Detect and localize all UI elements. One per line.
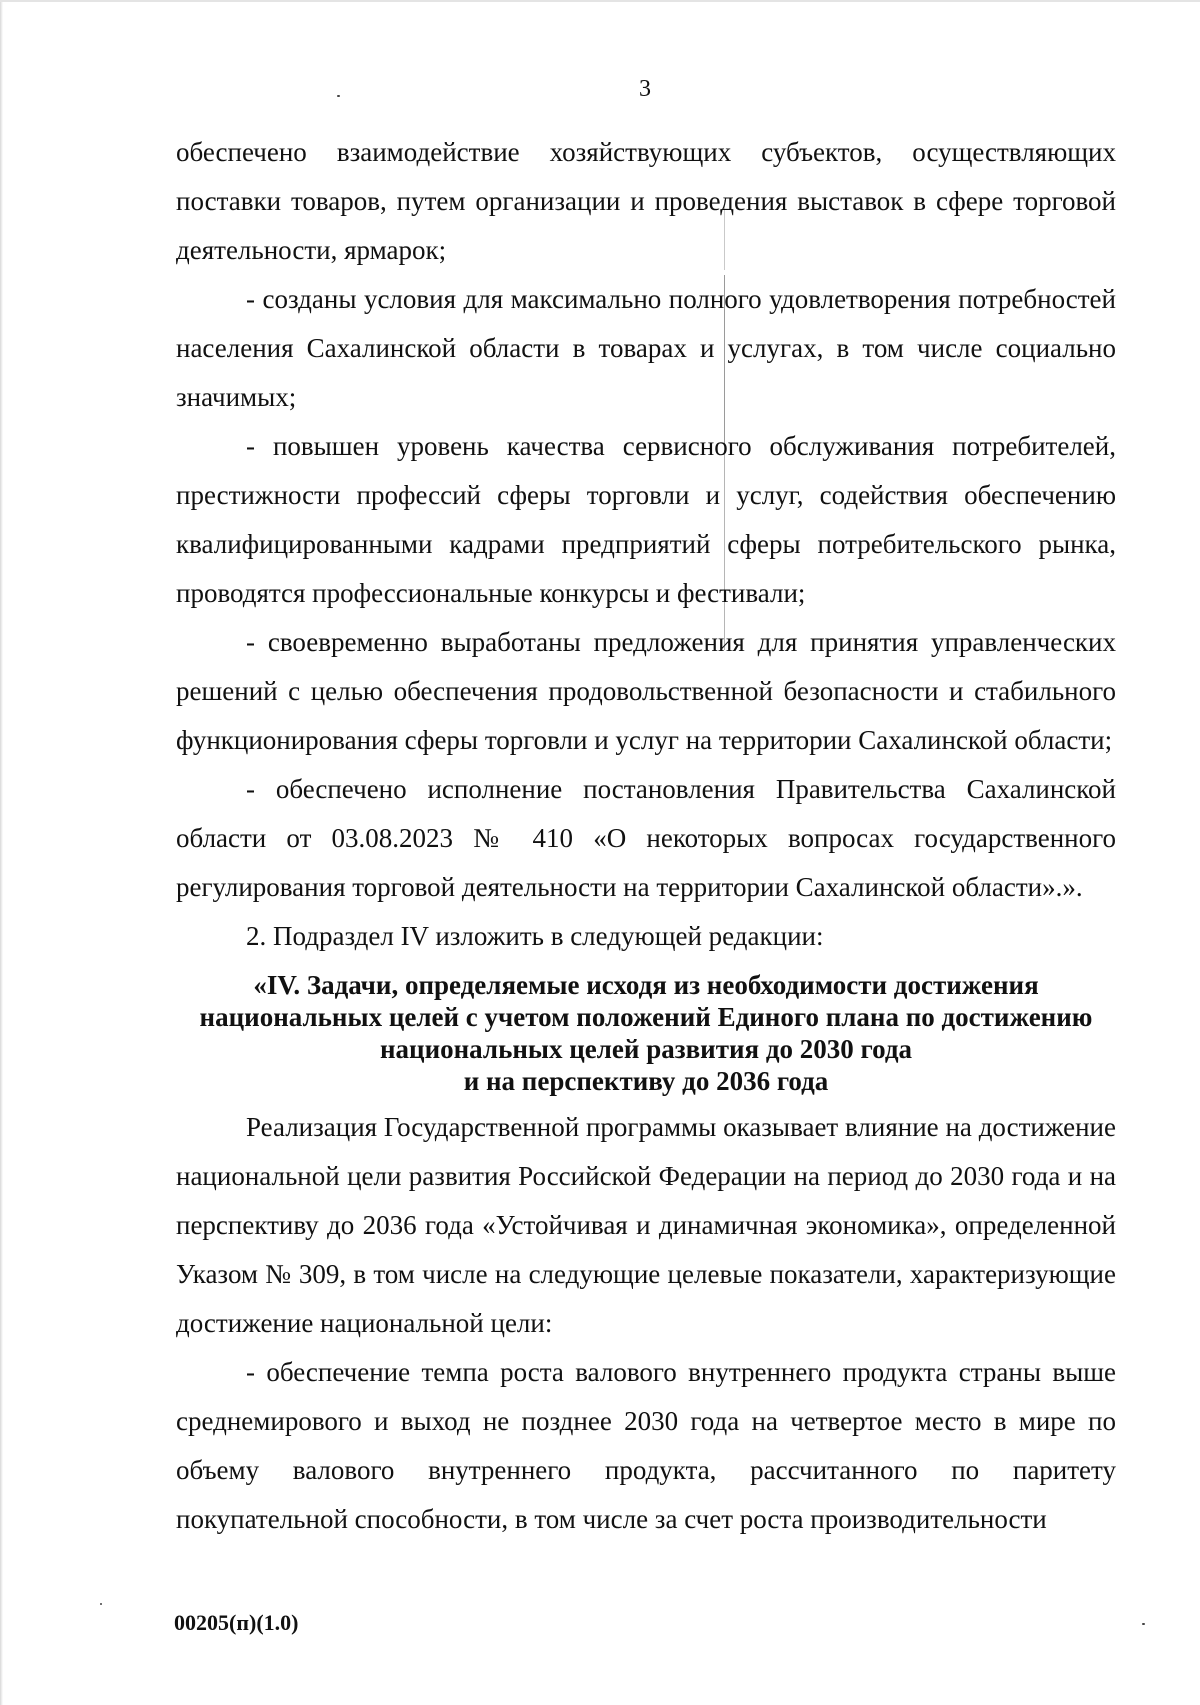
paragraph: Реализация Государственной программы оказывает влияние на достижение национальной цели развития Российской Федерации на период до 2030 года и на перспективу до 2036 года «Устойчивая и динамичная экономика», определенной Указом № 309, в том числе на следующие целевые показатели, характеризующие достижение национальной цели: <box>176 1112 1116 1338</box>
paragraph: 2. Подраздел IV изложить в следующей редакции: <box>246 921 824 951</box>
paragraph: - обеспечено исполнение постановления Правительства Сахалинской области от 03.08.2023 № 410 «О некоторых вопросах государственного регулирования торговой деятельности на территории Сахалинской области».». <box>176 774 1116 902</box>
document-code: 00205(п)(1.0) <box>174 1610 299 1635</box>
paragraph: - обеспечение темпа роста валового внутреннего продукта страны выше среднемирового и выход не позднее 2030 года на четвертое место в мире по объему валового внутреннего продукта, рассчитанного по паритету покупательной способности, в том числе за счет роста производительности <box>176 1357 1116 1534</box>
section-heading <box>176 961 1116 1103</box>
scan-edge <box>0 0 3 1705</box>
document-body <box>176 128 1116 1544</box>
scan-speck <box>1142 1623 1145 1625</box>
paragraph: обеспечено взаимодействие хозяйствующих субъектов, осуществляющих поставки товаров, путем организации и проведения выставок в сфере торговой деятельности, ярмарок; <box>176 137 1116 265</box>
paragraph: - повышен уровень качества сервисного обслуживания потребителей, престижности профессий сферы торговли и услуг, содействия обеспечению квалифицированными кадрами предприятий сферы потребительского рынка, проводятся профессиональные конкурсы и фестивали; <box>176 431 1116 608</box>
page-number: 3 <box>639 76 651 102</box>
heading-line: национальных целей с учетом положений Единого плана по достижению <box>199 1002 1093 1032</box>
scan-speck <box>100 1603 102 1605</box>
scan-edge-top <box>0 0 1200 2</box>
heading-line: национальных целей развития до 2030 года <box>379 1034 913 1064</box>
paragraph: - своевременно выработаны предложения для принятия управленческих решений с целью обеспечения продовольственной безопасности и стабильного функционирования сферы торговли и услуг на территории Сахалинской области; <box>176 627 1116 755</box>
heading-line: «IV. Задачи, определяемые исходя из необходимости достижения <box>253 970 1039 1000</box>
paragraph: - созданы условия для максимально полного удовлетворения потребностей населения Сахалинской области в товарах и услугах, в том числе социально значимых; <box>176 284 1116 412</box>
heading-line: и на перспективу до 2036 года <box>463 1066 829 1096</box>
